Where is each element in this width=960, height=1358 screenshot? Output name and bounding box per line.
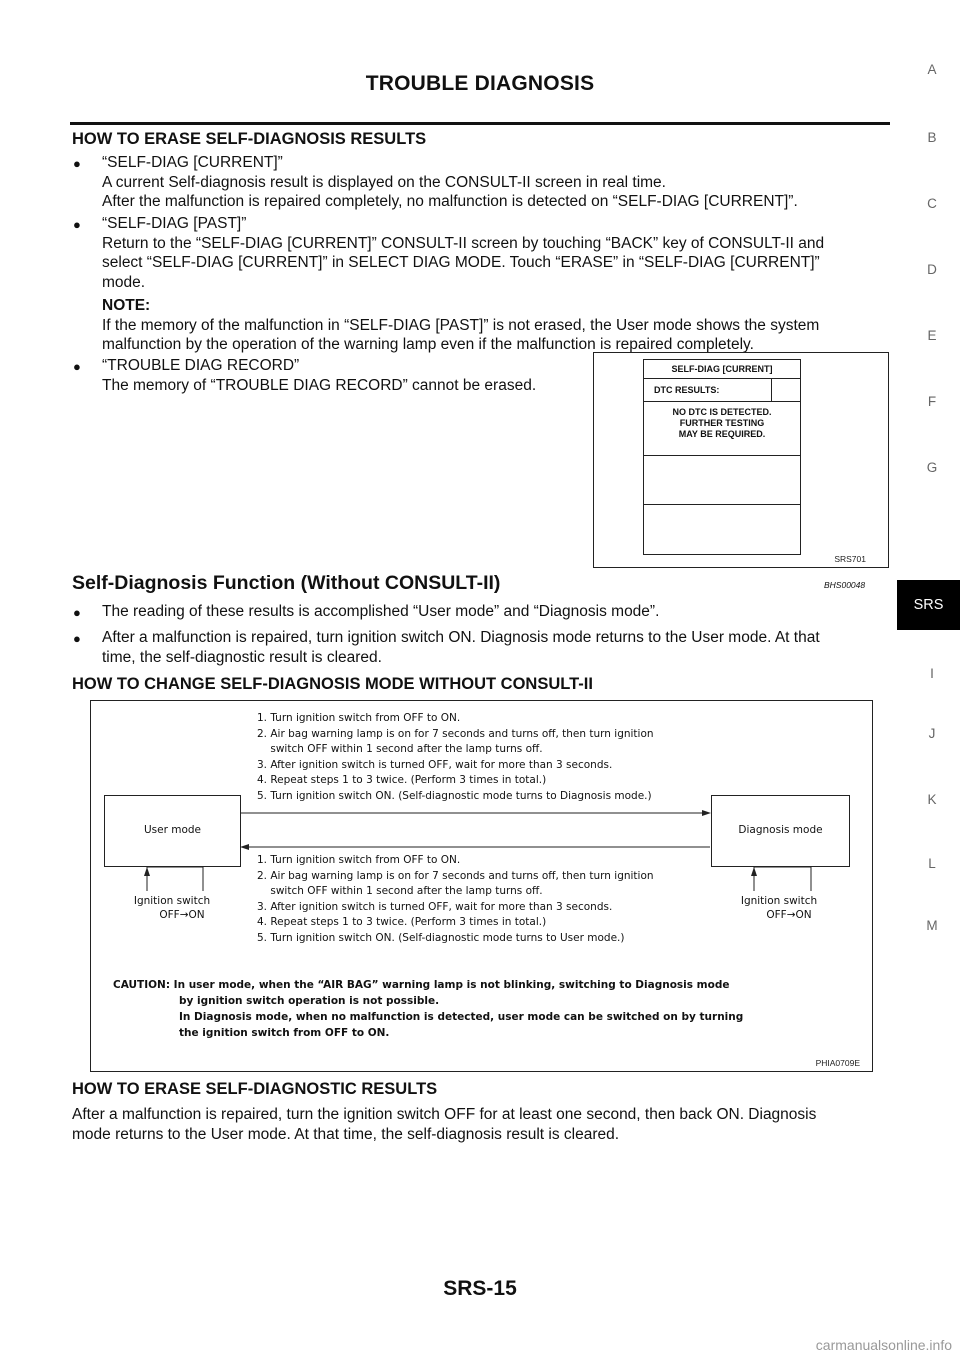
left-ignition-switch-label: Ignition switch OFF→ON (133, 895, 211, 921)
bullet-reading-results: The reading of these results is accomplished “User mode” and “Diagnosis mode”. (102, 603, 660, 620)
side-tab-i[interactable]: I (930, 666, 934, 681)
arrow-to-user-head (240, 844, 249, 850)
side-tab-c[interactable]: C (927, 196, 937, 211)
section-heading-erase-diagnostic-results: HOW TO ERASE SELF-DIAGNOSTIC RESULTS (72, 1080, 438, 1098)
section-heading-self-diagnosis-function: Self-Diagnosis Function (Without CONSULT-II) (72, 572, 501, 594)
consult-screen-frame (643, 359, 801, 555)
side-tab-e[interactable]: E (927, 328, 937, 343)
bullet-self-diag-current: “SELF-DIAG [CURRENT]” A current Self-diagnosis result is displayed on the CONSULT-II screen in real time. After the malfunction is repaired completely, no malfunction is detected on “SELF-DIAG [CURRENT]”. (102, 154, 798, 210)
steps-to-diagnosis-mode: 1. Turn ignition switch from OFF to ON. 2. Air bag warning lamp is on for 7 seconds and turns off, then turn ignition switch OFF within 1 second after the lamp turns off. 3. After ignition switch is turned OFF, wait for more than 3 seconds. 4. Repeat steps 1 to 3 twice. (Perform 3 times in total.) 5. Turn ignition switch ON. (Self-diagnostic mode turns to Diagnosis mode.) (257, 712, 654, 802)
side-tab-g[interactable]: G (926, 460, 938, 475)
side-tab-m[interactable]: M (926, 918, 938, 933)
bullet-icon: ● (73, 605, 81, 620)
page-number: SRS-15 (443, 1277, 517, 1300)
side-tab-b[interactable]: B (927, 130, 937, 145)
user-mode-box: User mode (104, 795, 241, 867)
side-tab-d[interactable]: D (927, 262, 937, 277)
left-switch-connector (147, 867, 203, 891)
caution-note: CAUTION: In user mode, when the “AIR BAG” warning lamp is not blinking, switching to Diagnosis mode by ignition switch operation is not possible. In Diagnosis mode, when no malfunction is detected, user mode can be switched on by turning the ignition switch from OFF to ON. (113, 979, 744, 1039)
bullet-icon: ● (73, 631, 81, 646)
arrow-to-diagnosis-head (702, 810, 711, 816)
note-block: NOTE: If the memory of the malfunction in “SELF-DIAG [PAST]” is not erased, the User mode shows the system malfunction by the operation of the warning lamp even if the malfunction is repaired completely. (102, 297, 820, 353)
bullet-after-repair: After a malfunction is repaired, turn ignition switch ON. Diagnosis mode returns to the User mode. At that time, the self-diagnostic result is cleared. (102, 629, 820, 666)
erase-results-paragraph: After a malfunction is repaired, turn the ignition switch OFF for at least one second, then back ON. Diagnosis mode returns to the User mode. At that time, the self-diagnosis result is cleared. (72, 1106, 817, 1143)
figure-code: SRS701 (834, 554, 866, 564)
figure-consult-screen (593, 352, 889, 568)
bullet-icon: ● (73, 359, 81, 374)
side-tab-l[interactable]: L (928, 856, 936, 871)
section-heading-change-mode: HOW TO CHANGE SELF-DIAGNOSIS MODE WITHOUT CONSULT-II (72, 675, 593, 693)
section-code: BHS00048 (824, 580, 866, 590)
page-title: TROUBLE DIAGNOSIS (365, 72, 595, 95)
no-dtc-message: NO DTC IS DETECTED. FURTHER TESTING MAY BE REQUIRED. (644, 402, 800, 456)
header-rule (70, 122, 890, 125)
section-heading-erase-results: HOW TO ERASE SELF-DIAGNOSIS RESULTS (72, 130, 427, 148)
side-tab-f[interactable]: F (927, 394, 937, 409)
side-tab-j[interactable]: J (928, 726, 936, 741)
figure-mode-diagram (90, 700, 873, 1072)
figure-code: PHIA0709E (815, 1058, 860, 1068)
side-tab-k[interactable]: K (927, 792, 937, 807)
right-ignition-switch-label: Ignition switch OFF→ON (740, 895, 818, 921)
steps-to-user-mode: 1. Turn ignition switch from OFF to ON. 2. Air bag warning lamp is on for 7 seconds and turns off, then turn ignition switch OFF within 1 second after the lamp turns off. 3. After ignition switch is turned OFF, wait for more than 3 seconds. 4. Repeat steps 1 to 3 twice. (Perform 3 times in total.) 5. Turn ignition switch ON. (Self-diagnostic mode turns to User mode.) (257, 854, 654, 944)
diagnosis-mode-box: Diagnosis mode (711, 795, 850, 867)
bullet-icon: ● (73, 217, 81, 232)
dtc-results-label: DTC RESULTS: (644, 379, 772, 401)
left-switch-arrow-head (144, 867, 150, 876)
bullet-self-diag-past: “SELF-DIAG [PAST]” Return to the “SELF-DIAG [CURRENT]” CONSULT-II screen by touching “BACK” key of CONSULT-II and select “SELF-DIAG [CURRENT]” in SELECT DIAG MODE. Touch “ERASE” in “SELF-DIAG [CURRENT]” mode. (102, 215, 825, 291)
side-tab-a[interactable]: A (927, 62, 937, 77)
consult-empty-row (644, 456, 800, 505)
consult-screen-title: SELF-DIAG [CURRENT] (644, 360, 800, 379)
side-tab-srs-active[interactable]: SRS (897, 580, 960, 630)
bullet-trouble-diag-record: “TROUBLE DIAG RECORD” The memory of “TROUBLE DIAG RECORD” cannot be erased. (102, 357, 537, 394)
bullet-icon: ● (73, 156, 81, 171)
watermark: carmanualsonline.info (815, 1337, 952, 1353)
dtc-results-row (644, 379, 800, 402)
right-switch-arrow-head (751, 867, 757, 876)
right-switch-connector (754, 867, 811, 891)
